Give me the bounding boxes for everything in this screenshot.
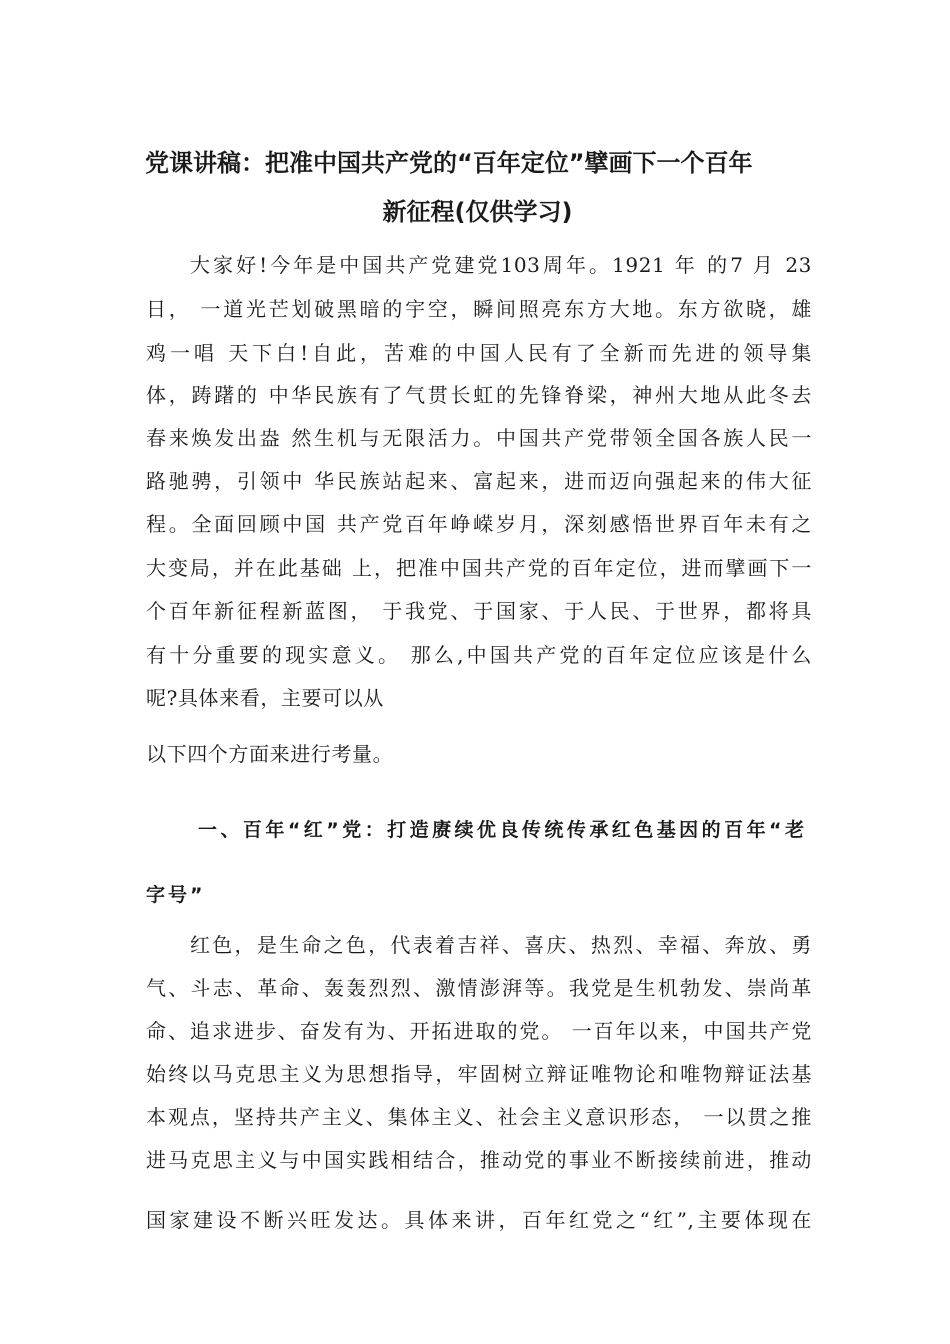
paragraph-line: 程。全面回顾中国 共产党百年峥嵘岁月，深刻感悟世界百年未有之 [146,512,812,536]
document-title-line-1: 党课讲稿：把准中国共产党的“百年定位”擘画下一个百年 [145,149,753,177]
paragraph-line: 始终以马克思主义为思想指导，牢固树立辩证唯物论和唯物辩证法基 [146,1062,812,1086]
paragraph-line: 日， 一道光芒划破黑暗的宇空，瞬间照亮东方大地。东方欲晓，雄 [146,297,812,321]
paragraph-line: 本观点，坚持共产主义、集体主义、社会主义意识形态， 一以贯之推 [146,1105,812,1129]
document-title-line-2: 新征程(仅供学习) [382,198,573,226]
paragraph-line: 鸡一唱 天下白!自此，苦难的中国人民有了全新而先进的领导集 [146,341,812,365]
section-heading-line-2: 字号” [146,884,206,906]
paragraph-line: 呢?具体来看，主要可以从 [146,686,384,710]
paragraph-line: 大家好!今年是中国共产党建党103周年。1921 年 的7 月 23 [190,253,812,277]
paragraph-line: 个百年新征程新蓝图， 于我党、于国家、于人民、于世界，都将具 [146,599,812,623]
section-heading-line-1: 一、百年“红”党：打造赓续优良传统传承红色基因的百年“老 [198,819,804,841]
paragraph-line: 红色，是生命之色，代表着吉祥、喜庆、热烈、幸福、奔放、勇 [190,933,812,957]
paragraph-line: 大变局，并在此基础 上，把准中国共产党的百年定位，进而擘画下一 [146,556,812,580]
paragraph-line: 以下四个方面来进行考量。 [146,742,394,766]
paragraph-line: 体，踌躇的 中华民族有了气贯长虹的先锋脊梁，神州大地从此冬去 [146,383,812,407]
paragraph-line: 路驰骋，引领中 华民族站起来、富起来，进而迈向强起来的伟大征 [146,469,812,493]
paragraph-line: 气、斗志、革命、轰轰烈烈、激情澎湃等。我党是生机勃发、崇尚革 [146,976,812,1000]
paragraph-line: 春来焕发出盎 然生机与无限活力。中国共产党带领全国各族人民一 [146,426,812,450]
paragraph-line: 国家建设不断兴旺发达。具体来讲，百年红党之“红”,主要体现在 [146,1208,812,1232]
paragraph-line: 有十分重要的现实意义。 那么,中国共产党的百年定位应该是什么 [146,643,812,667]
paragraph-line: 命、追求进步、奋发有为、开拓进取的党。 一百年以来，中国共产党 [146,1019,812,1043]
paragraph-line: 进马克思主义与中国实践相结合，推动党的事业不断接续前进，推动 [146,1148,812,1172]
